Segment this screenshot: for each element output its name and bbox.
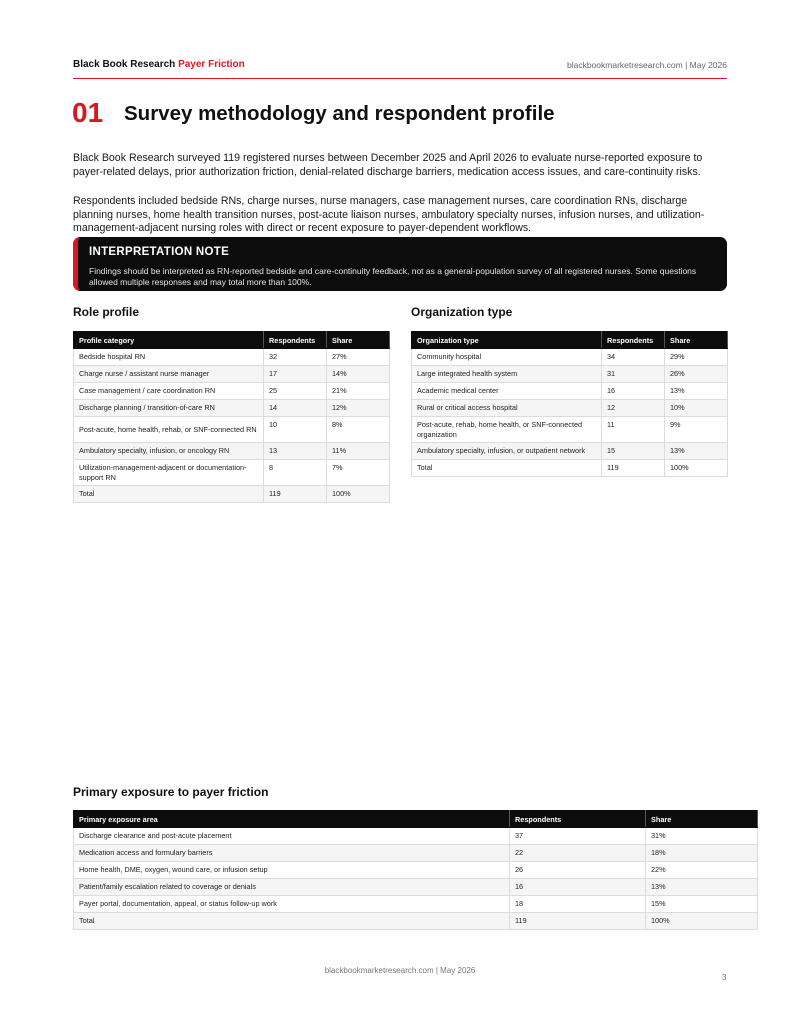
role-profile-heading: Role profile xyxy=(73,305,140,319)
column-header: Respondents xyxy=(264,332,327,349)
table-cell: 100% xyxy=(327,486,390,503)
brand-accent: Payer Friction xyxy=(178,59,245,70)
table-row xyxy=(74,349,390,366)
column-header: Share xyxy=(646,811,758,828)
table-row xyxy=(74,417,390,443)
table-cell: 10% xyxy=(665,400,728,417)
table-cell: 37 xyxy=(510,828,646,845)
table-row xyxy=(74,879,758,896)
table-cell: Medication access and formulary barriers xyxy=(74,845,510,862)
table-cell: 32 xyxy=(264,349,327,366)
table-cell: 15% xyxy=(646,896,758,913)
table-cell: 119 xyxy=(264,486,327,503)
table-header-row xyxy=(74,811,758,828)
column-header: Profile category xyxy=(74,332,264,349)
table-cell: Case management / care coordination RN xyxy=(74,383,264,400)
table-cell: Ambulatory specialty, infusion, or outpatient network xyxy=(412,443,602,460)
interpretation-note xyxy=(73,237,727,291)
table-cell: Bedside hospital RN xyxy=(74,349,264,366)
table-cell: 31 xyxy=(602,366,665,383)
table-cell: 13 xyxy=(264,443,327,460)
table-header-row xyxy=(74,332,390,349)
table-row xyxy=(74,366,390,383)
table-cell: 11% xyxy=(327,443,390,460)
table-cell: 25 xyxy=(264,383,327,400)
section-title: Survey methodology and respondent profile xyxy=(124,102,555,125)
column-header: Respondents xyxy=(510,811,646,828)
table-cell: 26 xyxy=(510,862,646,879)
table-row xyxy=(74,828,758,845)
primary-exposure-heading: Primary exposure to payer friction xyxy=(73,785,269,799)
column-header: Primary exposure area xyxy=(74,811,510,828)
table-cell: Total xyxy=(74,913,510,930)
intro-paragraph: Black Book Research surveyed 119 registered nurses between December 2025 and April 2026 to evaluate nurse-reported exposure to payer-related delays, prior authorization friction, denial-related discharge barriers, medication access issues, and care-continuity risks. xyxy=(73,152,703,178)
table-row xyxy=(74,845,758,862)
table-cell: 22% xyxy=(646,862,758,879)
table-cell: Discharge planning / transition-of-care RN xyxy=(74,400,264,417)
respondents-paragraph: Respondents included bedside RNs, charge nurses, nurse managers, case management nurses, care coordination RNs, discharge planning nurses, home health transition nurses, post-acute liaison nurses, ambulatory specialty nurses, infusion nurses, and utilization-management-adjacent nursing roles with direct or recent exposure to payer-dependent workflows. xyxy=(73,195,705,234)
table-cell: 18 xyxy=(510,896,646,913)
column-header: Organization type xyxy=(412,332,602,349)
table-cell: Home health, DME, oxygen, wound care, or infusion setup xyxy=(74,862,510,879)
organization-type-table xyxy=(411,331,728,477)
table-cell: 34 xyxy=(602,349,665,366)
table-row xyxy=(412,349,728,366)
table-cell: Large integrated health system xyxy=(412,366,602,383)
table-cell: Discharge clearance and post-acute placement xyxy=(74,828,510,845)
brand-title xyxy=(73,59,245,70)
table-cell: 12 xyxy=(602,400,665,417)
note-body: Findings should be interpreted as RN-reported bedside and care-continuity feedback, not as a general-population survey of all registered nurses. Some questions allowed multiple responses and may total more than 100%. xyxy=(89,266,697,287)
table-row xyxy=(74,862,758,879)
table-row xyxy=(74,460,390,486)
table-cell: 12% xyxy=(327,400,390,417)
table-cell: 17 xyxy=(264,366,327,383)
table-cell: Post-acute, home health, rehab, or SNF-connected RN xyxy=(74,417,264,443)
table-total-row xyxy=(74,486,390,503)
organization-type-heading: Organization type xyxy=(411,305,513,319)
table-row xyxy=(412,383,728,400)
table-cell: Ambulatory specialty, infusion, or oncology RN xyxy=(74,443,264,460)
table-cell: 119 xyxy=(510,913,646,930)
table-cell: Total xyxy=(412,460,602,477)
table-cell: Rural or critical access hospital xyxy=(412,400,602,417)
table-total-row xyxy=(74,913,758,930)
table-cell: Post-acute, rehab, home health, or SNF-connected organization xyxy=(412,417,602,443)
table-cell: 7% xyxy=(327,460,390,486)
table-row xyxy=(412,417,728,443)
column-header: Respondents xyxy=(602,332,665,349)
table-cell: 100% xyxy=(646,913,758,930)
brand-name: Black Book Research xyxy=(73,59,176,70)
table-cell: 29% xyxy=(665,349,728,366)
column-header: Share xyxy=(665,332,728,349)
table-cell: Utilization-management-adjacent or documentation-support RN xyxy=(74,460,264,486)
page-header xyxy=(73,59,727,79)
table-row xyxy=(412,400,728,417)
role-profile-table xyxy=(73,331,390,503)
table-cell: 10 xyxy=(264,417,327,443)
table-cell: 16 xyxy=(602,383,665,400)
table-row xyxy=(412,443,728,460)
column-header: Share xyxy=(327,332,390,349)
table-cell: 119 xyxy=(602,460,665,477)
table-cell: Payer portal, documentation, appeal, or status follow-up work xyxy=(74,896,510,913)
table-cell: 8% xyxy=(327,417,390,443)
table-row xyxy=(412,366,728,383)
table-cell: 13% xyxy=(646,879,758,896)
table-cell: 27% xyxy=(327,349,390,366)
table-cell: 18% xyxy=(646,845,758,862)
table-cell: 15 xyxy=(602,443,665,460)
section-number: 01 xyxy=(72,97,104,128)
table-cell: Community hospital xyxy=(412,349,602,366)
table-cell: 22 xyxy=(510,845,646,862)
table-cell: Patient/family escalation related to coverage or denials xyxy=(74,879,510,896)
table-row xyxy=(74,383,390,400)
table-cell: Total xyxy=(74,486,264,503)
table-row xyxy=(74,896,758,913)
table-cell: 31% xyxy=(646,828,758,845)
table-cell: 21% xyxy=(327,383,390,400)
table-cell: Charge nurse / assistant nurse manager xyxy=(74,366,264,383)
table-header-row xyxy=(412,332,728,349)
table-total-row xyxy=(412,460,728,477)
table-cell: 9% xyxy=(665,417,728,443)
table-cell: 11 xyxy=(602,417,665,443)
table-cell: 13% xyxy=(665,383,728,400)
table-cell: 13% xyxy=(665,443,728,460)
table-row xyxy=(74,443,390,460)
table-cell: Academic medical center xyxy=(412,383,602,400)
table-cell: 8 xyxy=(264,460,327,486)
header-meta: blackbookmarketresearch.com | May 2026 xyxy=(566,60,727,70)
table-cell: 16 xyxy=(510,879,646,896)
page-number: 3 xyxy=(722,973,727,982)
table-cell: 14 xyxy=(264,400,327,417)
note-title: INTERPRETATION NOTE xyxy=(89,246,230,258)
table-row xyxy=(74,400,390,417)
table-cell: 14% xyxy=(327,366,390,383)
table-cell: 26% xyxy=(665,366,728,383)
page-footer: blackbookmarketresearch.com | May 2026 xyxy=(324,966,476,975)
table-cell: 100% xyxy=(665,460,728,477)
primary-exposure-table xyxy=(73,810,758,930)
